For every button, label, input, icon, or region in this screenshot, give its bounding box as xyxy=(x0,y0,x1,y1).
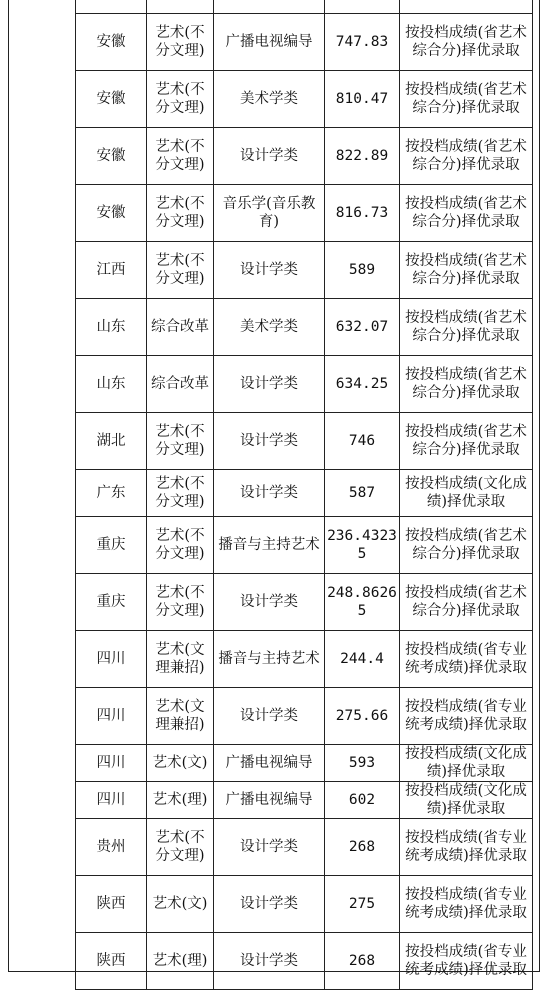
table-row xyxy=(76,470,533,517)
province-cell: 安徽 xyxy=(76,185,147,242)
score-cell: 632.07 xyxy=(325,299,400,356)
admission-rule-cell: 按投档成绩(文化成绩)择优录取 xyxy=(400,782,533,819)
province-cell: 重庆 xyxy=(76,517,147,574)
table-row xyxy=(76,819,533,876)
major-cell: 设计学类 xyxy=(214,574,325,631)
admission-rule-cell: 按投档成绩(省艺术综合分)择优录取 xyxy=(400,128,533,185)
score-cell: 248.86265 xyxy=(325,574,400,631)
table-row xyxy=(76,242,533,299)
table-row xyxy=(76,413,533,470)
province-cell: 安徽 xyxy=(76,71,147,128)
major-cell: 设计学类 xyxy=(214,876,325,933)
category-cell: 艺术(文) xyxy=(147,876,214,933)
category-cell: 艺术(不分文理) xyxy=(147,517,214,574)
table-row xyxy=(76,185,533,242)
table-row xyxy=(76,128,533,185)
table-row xyxy=(76,631,533,688)
major-cell: 音乐学(音乐教育) xyxy=(214,185,325,242)
major-cell: 广播电视编导 xyxy=(214,745,325,782)
major-cell: 广播电视编导 xyxy=(214,782,325,819)
admission-rule-cell: 按投档成绩(省艺术综合分)择优录取 xyxy=(400,71,533,128)
category-cell xyxy=(147,0,214,14)
score-cell: 268 xyxy=(325,819,400,876)
category-cell: 艺术(文) xyxy=(147,745,214,782)
admission-rule-cell: 按投档成绩(省艺术综合分)择优录取 xyxy=(400,413,533,470)
table-row xyxy=(76,517,533,574)
admission-rule-cell: 按投档成绩(省专业统考成绩)择优录取 xyxy=(400,933,533,990)
admission-score-table xyxy=(75,0,533,990)
category-cell: 艺术(不分文理) xyxy=(147,128,214,185)
province-cell: 四川 xyxy=(76,745,147,782)
province-cell: 安徽 xyxy=(76,14,147,71)
category-cell: 艺术(文理兼招) xyxy=(147,631,214,688)
category-cell: 艺术(理) xyxy=(147,933,214,990)
score-cell: 275.66 xyxy=(325,688,400,745)
province-cell: 安徽 xyxy=(76,128,147,185)
category-cell: 艺术(理) xyxy=(147,782,214,819)
category-cell: 艺术(不分文理) xyxy=(147,470,214,517)
major-cell: 广播电视编导 xyxy=(214,14,325,71)
province-cell: 陕西 xyxy=(76,933,147,990)
major-cell xyxy=(214,0,325,14)
score-cell: 275 xyxy=(325,876,400,933)
admission-rule-cell: 按投档成绩(省艺术综合分)择优录取 xyxy=(400,242,533,299)
category-cell: 艺术(不分文理) xyxy=(147,574,214,631)
admission-rule-cell: 按投档成绩(省艺术综合分)择优录取 xyxy=(400,517,533,574)
major-cell: 设计学类 xyxy=(214,819,325,876)
province-cell: 山东 xyxy=(76,299,147,356)
table-row xyxy=(76,574,533,631)
table-row xyxy=(76,71,533,128)
admission-rule-cell: 按投档成绩(省艺术综合分)择优录取 xyxy=(400,574,533,631)
table-row xyxy=(76,0,533,14)
admission-rule-cell: 按投档成绩(省专业统考成绩)择优录取 xyxy=(400,876,533,933)
admission-rule-cell: 按投档成绩(省艺术综合分)择优录取 xyxy=(400,185,533,242)
table-row xyxy=(76,14,533,71)
score-cell: 268 xyxy=(325,933,400,990)
category-cell: 综合改革 xyxy=(147,356,214,413)
score-cell: 810.47 xyxy=(325,71,400,128)
major-cell: 设计学类 xyxy=(214,413,325,470)
major-cell: 设计学类 xyxy=(214,128,325,185)
table-row xyxy=(76,356,533,413)
province-cell: 重庆 xyxy=(76,574,147,631)
admission-rule-cell: 按投档成绩(省艺术综合分)择优录取 xyxy=(400,356,533,413)
province-cell xyxy=(76,0,147,14)
score-cell: 747.83 xyxy=(325,14,400,71)
province-cell: 江西 xyxy=(76,242,147,299)
table-row xyxy=(76,876,533,933)
category-cell: 艺术(不分文理) xyxy=(147,242,214,299)
admission-rule-cell: 按投档成绩(文化成绩)择优录取 xyxy=(400,470,533,517)
category-cell: 艺术(不分文理) xyxy=(147,71,214,128)
admission-rule-cell: 按投档成绩(省专业统考成绩)择优录取 xyxy=(400,631,533,688)
category-cell: 艺术(不分文理) xyxy=(147,819,214,876)
admission-rule-cell: 按投档成绩(省艺术综合分)择优录取 xyxy=(400,299,533,356)
category-cell: 艺术(不分文理) xyxy=(147,14,214,71)
province-cell: 四川 xyxy=(76,688,147,745)
score-cell: 593 xyxy=(325,745,400,782)
score-cell: 746 xyxy=(325,413,400,470)
major-cell: 设计学类 xyxy=(214,242,325,299)
score-cell: 816.73 xyxy=(325,185,400,242)
admission-rule-cell: 按投档成绩(省专业统考成绩)择优录取 xyxy=(400,688,533,745)
score-cell: 822.89 xyxy=(325,128,400,185)
province-cell: 贵州 xyxy=(76,819,147,876)
score-cell: 634.25 xyxy=(325,356,400,413)
table-row xyxy=(76,782,533,819)
category-cell: 综合改革 xyxy=(147,299,214,356)
category-cell: 艺术(不分文理) xyxy=(147,413,214,470)
admission-rule-cell: 按投档成绩(省专业统考成绩)择优录取 xyxy=(400,819,533,876)
category-cell: 艺术(文理兼招) xyxy=(147,688,214,745)
province-cell: 四川 xyxy=(76,782,147,819)
score-cell: 602 xyxy=(325,782,400,819)
province-cell: 山东 xyxy=(76,356,147,413)
province-cell: 四川 xyxy=(76,631,147,688)
score-cell: 589 xyxy=(325,242,400,299)
admission-rule-cell: 按投档成绩(省艺术综合分)择优录取 xyxy=(400,14,533,71)
province-cell: 广东 xyxy=(76,470,147,517)
admission-rule-cell xyxy=(400,0,533,14)
score-cell xyxy=(325,0,400,14)
admission-rule-cell: 按投档成绩(文化成绩)择优录取 xyxy=(400,745,533,782)
table-row xyxy=(76,299,533,356)
table-row xyxy=(76,745,533,782)
category-cell: 艺术(不分文理) xyxy=(147,185,214,242)
province-cell: 湖北 xyxy=(76,413,147,470)
table-row xyxy=(76,688,533,745)
score-cell: 236.43235 xyxy=(325,517,400,574)
major-cell: 美术学类 xyxy=(214,71,325,128)
table-body xyxy=(76,0,533,990)
major-cell: 播音与主持艺术 xyxy=(214,631,325,688)
score-cell: 244.4 xyxy=(325,631,400,688)
major-cell: 美术学类 xyxy=(214,299,325,356)
major-cell: 设计学类 xyxy=(214,356,325,413)
province-cell: 陕西 xyxy=(76,876,147,933)
major-cell: 设计学类 xyxy=(214,470,325,517)
score-cell: 587 xyxy=(325,470,400,517)
major-cell: 设计学类 xyxy=(214,933,325,990)
major-cell: 播音与主持艺术 xyxy=(214,517,325,574)
major-cell: 设计学类 xyxy=(214,688,325,745)
